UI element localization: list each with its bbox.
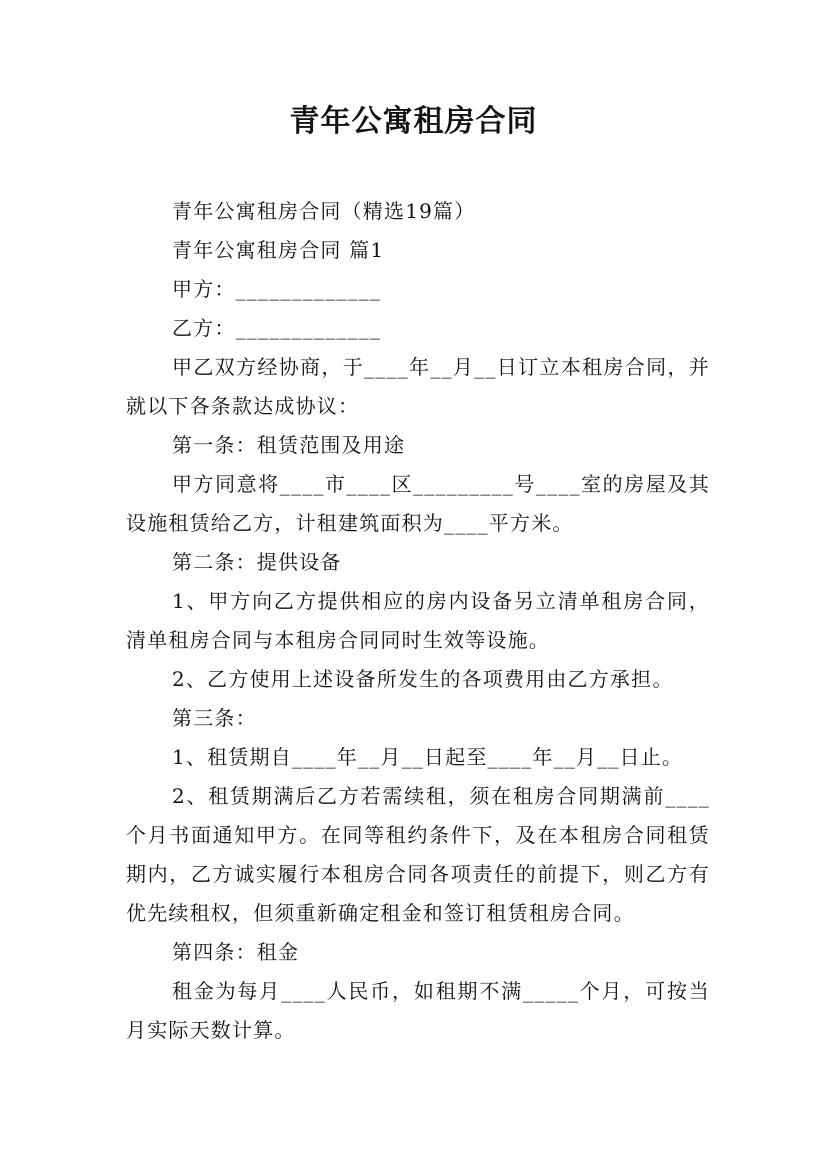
paragraph-article-4-body: 租金为每月____人民币，如租期不满_____个月，可按当月实际天数计算。 <box>126 979 710 1042</box>
paragraph-section-heading: 青年公寓租房合同 篇1 <box>172 238 385 262</box>
paragraph-party-a: 甲方：_____________ <box>172 277 382 301</box>
paragraph-article-2-heading: 第二条：提供设备 <box>172 550 342 574</box>
paragraph-article-4-heading: 第四条：租金 <box>172 940 300 964</box>
paragraph-article-1-body: 甲方同意将____市____区_________号____室的房屋及其设施租赁给乙方，计租建筑面积为____平方米。 <box>126 472 710 535</box>
document-body <box>126 192 710 1050</box>
paragraph-party-b: 乙方：_____________ <box>172 316 382 340</box>
paragraph-article-2-item-2: 2、乙方使用上述设备所发生的各项费用由乙方承担。 <box>172 667 674 691</box>
paragraph-intro: 甲乙双方经协商，于____年__月__日订立本租房合同，并就以下各条款达成协议： <box>126 355 710 418</box>
paragraph-article-1-heading: 第一条：租赁范围及用途 <box>172 433 406 457</box>
paragraph-article-3-heading: 第三条： <box>172 706 257 730</box>
paragraph-article-3-item-1: 1、租赁期自____年__月__日起至____年__月__日止。 <box>172 745 684 769</box>
paragraph-article-2-item-1: 1、甲方向乙方提供相应的房内设备另立清单租房合同，清单租房合同与本租房合同同时生效等设施。 <box>126 589 710 652</box>
document-title: 青年公寓租房合同 <box>289 104 538 139</box>
paragraph-subtitle: 青年公寓租房合同（精选19篇） <box>172 199 476 223</box>
paragraph-article-3-item-2: 2、租赁期满后乙方若需续租，须在租房合同期满前____个月书面通知甲方。在同等租约条件下，及在本租房合同租赁期内，乙方诚实履行本租房合同各项责任的前提下，则乙方有优先续租权，但须重新确定租金和签订租赁租房合同。 <box>126 784 710 925</box>
